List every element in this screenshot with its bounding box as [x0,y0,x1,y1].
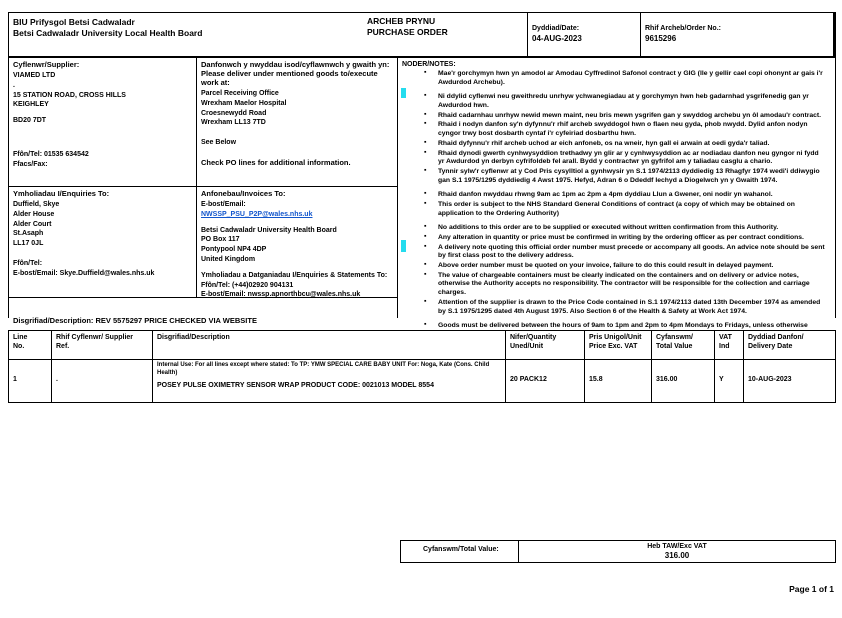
item-price: 15.8 [585,360,651,402]
note-item: ▪ Rhaid i nodyn danfon sy'n dyfynnu'r rhif archeb swyddogol hwn o flaen neu gyda, phob nwydd. Dylid anfon nodyn cyngor trwy bost dosbarth cyntaf i'r cyfeiriad dosbarthu hwn. [424,121,825,138]
supplier-line2: . [13,81,15,89]
description-row-text: Disgrifiad/Description: REV 5575297 PRICE CHECKED VIA WEBSITE [13,315,257,325]
invoices-addr3: Pontypool NP4 4DP [201,246,267,254]
date-label: Dyddiad/Date: [532,25,580,32]
date-value: 04-AUG-2023 [532,34,582,43]
item-description: POSEY PULSE OXIMETRY SENSOR WRAP PRODUCT CODE: 0021013 MODEL 8554 [157,382,434,389]
deliver-to-box [197,58,397,186]
deliver-to-label: Danfonwch y nwyddau isod/cyflawnwch y gwaith yn: Please deliver under mentioned goods to/execute work at: [201,60,390,87]
totals-label: Cyfanswm/Total Value: [401,541,519,562]
enquiries-line2: Alder House [13,210,55,218]
note-item: ▪ Any alteration in quantity or price must be confirmed in writing by the ordering officer as per contract conditions. [424,234,825,243]
document-title [367,16,448,39]
supplier-name: VIAMED LTD [13,72,56,79]
deliver-line2: Wrexham Maelor Hospital [201,99,287,107]
invoices-label: Anfonebau/Invoices To: [201,189,286,198]
col-header-line-no: Line No. [9,331,51,359]
invoices-box [197,187,397,297]
notes-box [398,58,835,343]
order-no-label: Rhif Archeb/Order No.: [645,25,721,32]
note-item: ▪ Rhaid dynodi gwerth cynhwysyddion trethadwy yn glir ar y cynhwysyddion ac ar nodiadau danfon neu gyngor ni fydd yr Awdurdod yn derbyn cyfrifoldeb fel arall. Bydd y contractwr yn gyfrifol am y taliadau casglu a chario. [424,150,825,167]
enquiries-line5: LL17 0JL [13,240,44,248]
note-item: ▪ This order is subject to the NHS Standard General Conditions of contract (a copy of which may be obtained on application to the Ordering Authority) [424,201,825,218]
col-header-supplier-ref: Rhif Cyflenwr/ Supplier Ref. [52,331,152,359]
invoices-addr1: Betsi Cadwaladr University Health Board [201,226,337,234]
enquiries-line3: Alder Court [13,220,52,228]
col-header-total: Cyfanswm/ Total Value [652,331,714,359]
order-no-value: 9615296 [645,34,677,43]
page-number: Page 1 of 1 [789,584,834,594]
item-qty: 20 PACK12 [506,360,584,402]
notes-label: NODER/NOTES: [402,61,456,68]
note-item: ▪ A delivery note quoting this official order number must precede or accompany all goods. An advice note should be sent by first class post to the delivery address. [424,244,825,261]
deliver-check-po: Check PO lines for additional information. [201,157,351,167]
col-header-description: Disgrifiad/Description [153,331,505,359]
invoices-tel: Ffôn/Tel: (+44)02920 904131 [201,281,294,289]
invoices-email-link[interactable]: NWSSP_PSU_P2P@wales.nhs.uk [201,210,313,218]
highlight-marker-2 [401,240,406,252]
note-item: ▪ Ni ddylid cyflenwi neu gweithredu unrhyw ychwanegiadau at y gorchymyn hwn heb gadarnhad ysgrifenedig gan yr Awdurdod hwn. [424,93,825,110]
col-header-vat: VAT Ind [715,331,743,359]
supplier-line4: KEIGHLEY [13,101,49,109]
deliver-line4: Wrexham LL13 7TD [201,119,266,127]
totals-vat-label: Heb TAW/Exc VAT [647,543,707,550]
supplier-fax: Ffacs/Fax: [13,160,48,168]
totals-value-cell [519,541,835,562]
document-title-line2: PURCHASE ORDER [367,27,448,38]
header-date-cell [528,13,640,56]
supplier-box [9,58,196,186]
invoices-email2: E-bost/Email: nwssp.apnorthbcu@wales.nhs.uk [201,291,361,299]
note-item: ▪ Rhaid cadarnhau unrhyw newid mewn maint, neu bris mewn ysgrifen gan y swyddog archebu yn ôl amodau'r contract. [424,112,825,121]
enquiries-line4: St.Asaph [13,230,44,238]
supplier-line3: 15 STATION ROAD, CROSS HILLS [13,91,126,99]
col-header-price: Pris Unigol/Unit Price Exc. VAT [585,331,651,359]
note-item: ▪ Tynnir sylw'r cyflenwr at y Cod Pris cysylltiol a gynhwysir yn S.1 1974/2113 dyddiedig 13 Rhagfyr 1974 wedi'i ddiwygio gan S.1 1975/1295 dyddiedig 4 Awst 1975. Hefyd, Adran 6 o Ddeddf Iechyd a Diogelwch yn y Gwaith 1974. [424,168,825,185]
enquiries-email: E-bost/Email: Skye.Duffield@wales.nhs.uk [13,269,155,277]
org-name-line2: Betsi Cadwaladr University Local Health Board [13,28,203,39]
deliver-line3: Croesnewydd Road [201,109,267,117]
items-table [8,330,836,403]
note-item: ▪ Goods must be delivered between the hours of 9am to 1pm and 2pm to 4pm Mondays to Fridays, unless otherwise [424,322,825,339]
note-item: ▪ Rhaid dyfynnu'r rhif archeb uchod ar eich anfoneb, os na wneir, hyn gall ei arwain at oedi gyda'r taliad. [424,140,825,149]
supplier-label: Cyflenwr/Supplier: [13,60,80,69]
document-title-line1: ARCHEB PRYNU [367,16,436,26]
item-total: 316.00 [652,360,714,402]
item-vat-ind: Y [715,360,743,402]
header-order-no-cell [641,13,833,56]
notes-list [402,70,831,340]
enquiries-label: Ymholiadau I/Enquiries To: [13,189,110,198]
enquiries-tel: Ffôn/Tel: [13,259,43,267]
supplier-tel: Ffôn/Tel: 01535 634542 [13,150,89,158]
invoices-email-label: E-bost/Email: [201,201,246,208]
item-supplier-ref: . [52,360,152,402]
enquiries-line1: Duffield, Skye [13,201,60,208]
totals-row [400,540,836,563]
note-item: ▪ Mae'r gorchymyn hwn yn amodol ar Amodau Cyffredinol Safonol contract y GIG (lle y gellir cael copi ohonynt ar gais i'r Awdurdod Archebu). [424,70,825,87]
col-header-qty: Nifer/Quantity Uned/Unit [506,331,584,359]
invoices-addr2: PO Box 117 [201,236,240,244]
col-header-delivery: Dyddiad Danfon/ Delivery Date [744,331,835,359]
invoices-addr4: United Kingdom [201,255,256,263]
note-item: ▪ The value of chargeable containers must be clearly indicated on the containers and on delivery or advice notes, otherwise the Authority accepts no responsibility. The contractor will be responsible for the collection and carriage charges. [424,272,825,298]
item-internal-note: Internal Use: For all lines except where stated: To TP: YMW SPECIAL CARE BABY UNIT For: Noga, Kate (Cons. Child Health) [157,362,490,376]
highlight-marker-1 [401,88,406,98]
item-line-no: 1 [9,360,51,402]
header-org-cell [9,13,527,56]
statements-label: Ymholiadau a Datganiadau I/Enquiries & Statements To: [201,271,388,279]
deliver-line1: Parcel Receiving Office [201,90,279,97]
supplier-postcode: BD20 7DT [13,117,47,125]
item-delivery-date: 10-AUG-2023 [744,360,835,402]
item-description-cell [153,360,505,402]
note-item: ▪ Above order number must be quoted on your invoice, failure to do this could result in delayed payment. [424,262,825,271]
note-item: ▪ No additions to this order are to be supplied or executed without written confirmation from this Authority. [424,224,825,233]
header-band [8,12,836,57]
note-item: ▪ Attention of the supplier is drawn to the Price Code contained in S.1 1974/2113 dated 13th December 1974 as amended by S.1 1975/1295 dated 4th August 1975. Also Section 6 of the Health & Safety at Work Act 1974. [424,299,825,316]
org-name-line1: BIU Prifysgol Betsi Cadwaladr [13,17,135,27]
note-item: ▪ Rhaid danfon nwyddau rhwng 9am ac 1pm ac 2pm a 4pm dyddiau Llun a Gwener, oni nodir yn wahanol. [424,191,825,200]
totals-amount: 316.00 [664,551,690,561]
main-band [8,57,836,330]
enquiries-box [9,187,196,297]
deliver-see-below: See Below [201,139,237,147]
